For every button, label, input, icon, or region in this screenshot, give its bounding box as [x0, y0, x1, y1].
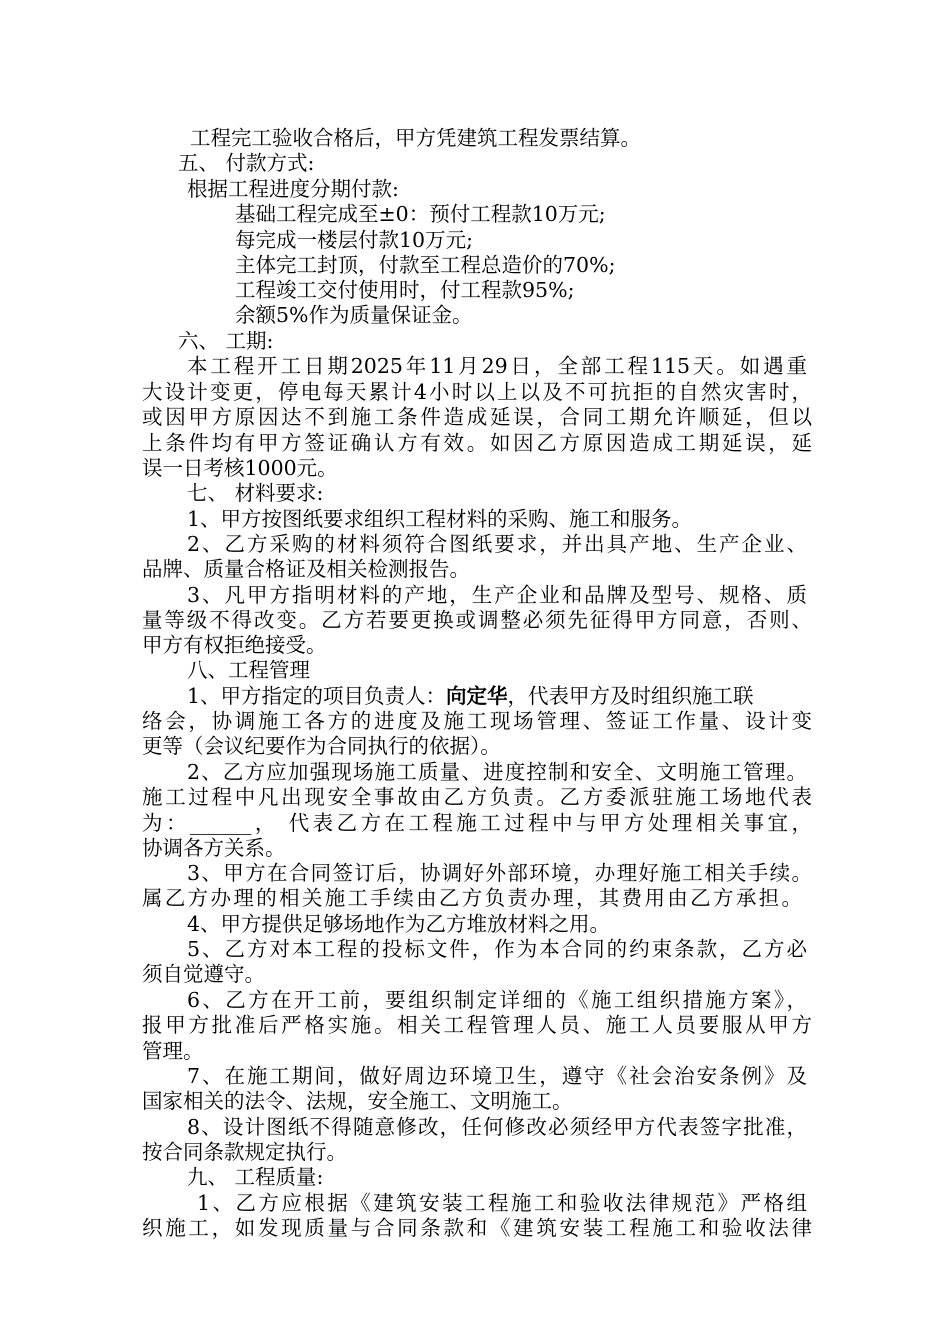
paragraph-line: 1、乙方应根据《建筑安装工程施工和验收法律规范》严格组	[197, 1191, 807, 1215]
paragraph-line: 5、乙方对本工程的投标文件，作为本合同的约束条款，乙方必	[187, 937, 807, 961]
paragraph-line: 甲方有权拒绝接受。	[142, 633, 327, 657]
paragraph-line: 管理。	[142, 1039, 204, 1063]
section-heading: 八、工程管理	[187, 658, 310, 682]
list-item: 每完成一楼层付款10万元;	[235, 228, 473, 252]
paragraph-line: 上条件均有甲方签证确认方有效。如因乙方原因造成工期延误，延	[142, 431, 812, 455]
paragraph-line: 工程完工验收合格后，甲方凭建筑工程发票结算。	[190, 126, 641, 150]
paragraph-line: 量等级不得改变。乙方若要更换或调整必须先征得甲方同意，否则、	[142, 608, 812, 632]
paragraph-line: 品牌、质量合格证及相关检测报告。	[142, 557, 470, 581]
paragraph-line: 大设计变更，停电每天累计4小时以上以及不可抗拒的自然灾害时，	[142, 380, 812, 404]
section-heading: 五、 付款方式:	[178, 151, 315, 175]
paragraph-text: ，代表甲方及时组织施工联	[507, 684, 754, 708]
paragraph-line: 误一日考核1000元。	[142, 456, 338, 480]
paragraph-line: 施工过程中凡出现安全事故由乙方负责。乙方委派驻施工场地代表	[142, 785, 812, 809]
paragraph-line: 2、乙方应加强现场施工质量、进度控制和安全、文明施工管理。	[187, 760, 807, 784]
section-heading: 九、 工程质量:	[187, 1165, 324, 1189]
section-heading: 七、 材料要求:	[187, 481, 324, 505]
paragraph-line: 6、乙方在开工前，要组织制定详细的《施工组织措施方案》，	[187, 988, 807, 1012]
paragraph-line: 须自觉遵守。	[142, 962, 265, 986]
paragraph-line: 国家相关的法令、法规，安全施工、文明施工。	[142, 1089, 573, 1113]
paragraph-line: 报甲方批准后严格实施。相关工程管理人员、施工人员要服从甲方	[142, 1013, 812, 1037]
paragraph-line: 7、在施工期间，做好周边环境卫生，遵守《社会治安条例》及	[187, 1064, 807, 1088]
paragraph-line: 1、甲方按图纸要求组织工程材料的采购、施工和服务。	[187, 507, 693, 531]
paragraph-line: 4、甲方提供足够场地作为乙方堆放材料之用。	[187, 912, 611, 936]
list-item: 主体完工封顶，付款至工程总造价的70%;	[235, 253, 616, 277]
paragraph-line: 根据工程进度分期付款:	[187, 177, 399, 201]
paragraph-line: 3、凡甲方指明材料的产地，生产企业和品牌及型号、规格、质	[187, 583, 807, 607]
list-item: 基础工程完成至±0：预付工程款10万元;	[235, 202, 606, 226]
paragraph-line: 协调各方关系。	[142, 836, 286, 860]
paragraph-line	[187, 683, 807, 710]
paragraph-line: 2、乙方采购的材料须符合图纸要求，并出具产地、生产企业、	[187, 532, 807, 556]
paragraph-line: 或因甲方原因达不到施工条件造成延误，合同工期允许顺延，但以	[142, 405, 812, 429]
paragraph-line: 按合同条款规定执行。	[142, 1140, 347, 1164]
paragraph-line: 织施工，如发现质量与合同条款和《建筑安装工程施工和验收法律	[142, 1216, 812, 1240]
section-heading: 六、 工期:	[178, 329, 274, 353]
paragraph-line: 本工程开工日期2025年11月29日，全部工程115天。如遇重	[187, 354, 807, 378]
list-item: 工程竣工交付使用时，付工程款95%;	[235, 278, 575, 302]
paragraph-line: 络会，协调施工各方的进度及施工现场管理、签证工作量、设计变	[142, 709, 812, 733]
paragraph-line: 属乙方办理的相关施工手续由乙方负责办理，其费用由乙方承担。	[142, 886, 802, 910]
paragraph-line: 3、甲方在合同签订后，协调好外部环境，办理好施工相关手续。	[187, 861, 812, 885]
paragraph-line: 8、设计图纸不得随意修改，任何修改必须经甲方代表签字批准，	[187, 1115, 807, 1139]
paragraph-line: 更等（会议纪要作为合同执行的依据）。	[142, 734, 501, 758]
list-item: 余额5%作为质量保证金。	[235, 303, 473, 327]
paragraph-text: 1、甲方指定的项目负责人：	[187, 684, 447, 708]
paragraph-line: 为：______， 代表乙方在工程施工过程中与甲方处理相关事宜，	[142, 811, 812, 835]
project-manager-name: 向定华	[446, 684, 508, 708]
